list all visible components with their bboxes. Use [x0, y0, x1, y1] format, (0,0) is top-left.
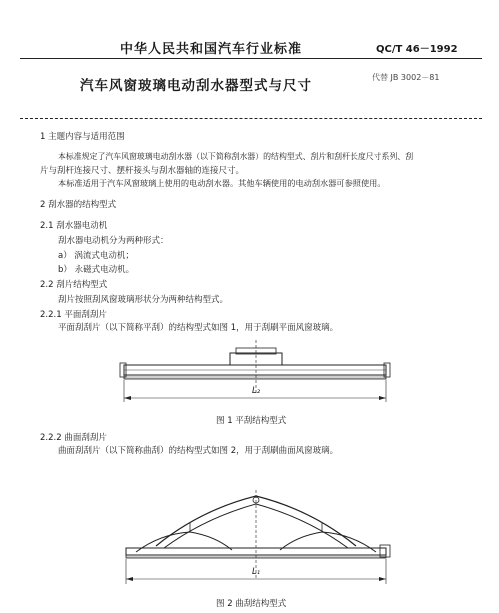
section-1-paragraph-2: 本标准适用于汽车风窗玻璃上使用的电动刮水器。其他车辆使用的电动刮水器可参照使用。: [58, 178, 386, 188]
figure-1-dimension-label: L₂: [252, 386, 261, 396]
section-2-1-text: 刮水器电动机分为两种形式：: [58, 236, 169, 246]
section-2-1-heading: 2.1 刮水器电动机: [40, 221, 108, 231]
section-2-1-item-b: b） 永磁式电动机。: [58, 265, 135, 275]
section-2-2-text: 刮片按照刮风窗玻璃形状分为两种结构型式。: [58, 295, 229, 305]
industry-standard-heading: 中华人民共和国汽车行业标准: [120, 42, 303, 57]
section-2-heading: 2 刮水器的结构型式: [40, 200, 117, 210]
section-1-heading: 1 主题内容与适用范围: [40, 132, 125, 142]
section-2-2-1-text: 平面刮刮片（以下简称平刮）的结构型式如图 1，用于刮刷平面风窗玻璃。: [58, 323, 339, 333]
section-1-paragraph-1-line-2: 片与刮杆连接尺寸、摆杆接头与刮水器轴的连接尺寸。: [40, 166, 245, 176]
section-2-2-2-text: 曲面刮刮片（以下简称曲刮）的结构型式如图 2，用于刮刷曲面风窗玻璃。: [58, 446, 339, 456]
section-2-2-2-heading: 2.2.2 曲面刮刮片: [40, 433, 107, 443]
section-2-2-1-heading: 2.2.1 平面刮刮片: [40, 310, 107, 320]
figure-1-caption: 图 1 平刮结构型式: [216, 416, 287, 426]
figure-2-caption: 图 2 曲刮结构型式: [216, 599, 287, 609]
replaced-standard: 代替 JB 3002－81: [372, 73, 440, 82]
section-1-paragraph-1-line-1: 本标准规定了汽车风窗玻璃电动刮水器（以下简称刮水器）的结构型式、刮片和刮杆长度尺寸系列、刮: [58, 152, 414, 161]
document-title: 汽车风窗玻璃电动刮水器型式与尺寸: [80, 78, 312, 94]
section-2-2-heading: 2.2 刮片结构型式: [40, 280, 108, 290]
section-2-1-item-a: a） 涡流式电动机；: [58, 251, 134, 261]
figure-2-dimension-label: L₁: [252, 567, 261, 577]
standard-code: QC/T 46－1992: [376, 44, 458, 55]
